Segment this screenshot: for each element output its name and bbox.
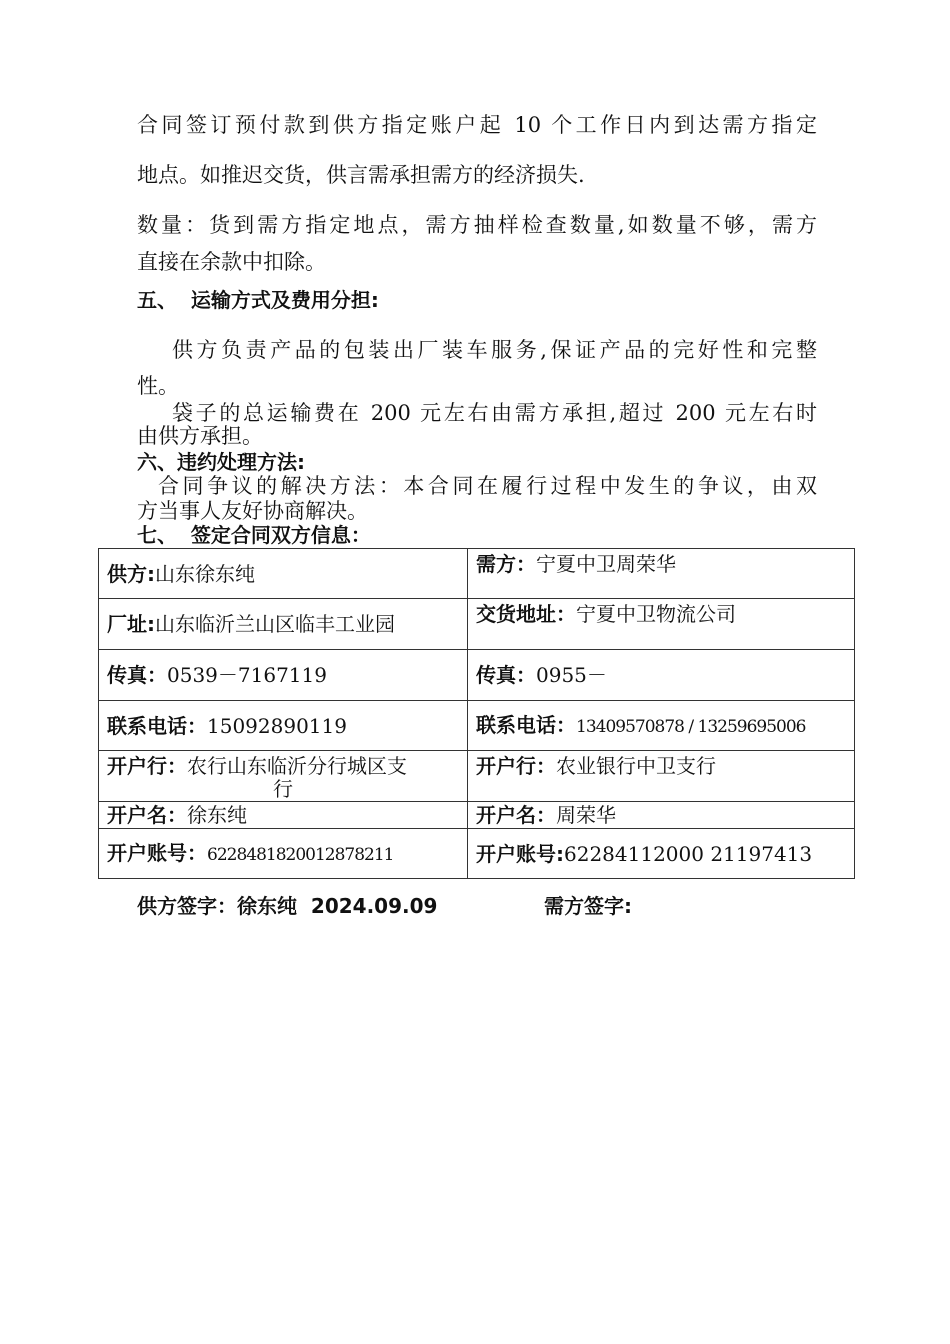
section5-para1-line2: 性。 [137, 374, 179, 398]
value: 周荣华 [556, 803, 616, 827]
buyer-signature: 需方签字: [544, 894, 632, 918]
label: 开户行： [107, 754, 187, 778]
supplier-address-cell [99, 599, 468, 650]
supplier-fax-cell [99, 650, 468, 701]
label: 传真： [107, 663, 167, 687]
value-continued: 行 [273, 777, 293, 801]
value: 15092890119 [207, 713, 347, 738]
delivery-address-cell [468, 599, 855, 650]
buyer-account-name-cell [468, 802, 855, 829]
value: 农业银行中卫支行 [556, 754, 716, 778]
label: 供方: [107, 561, 155, 586]
quantity-text-line1: 数量：货到需方指定地点，需方抽样检查数量,如数量不够，需方 [137, 213, 817, 237]
table-row [99, 549, 855, 599]
value: 山东临沂兰山区临丰工业园 [155, 612, 395, 636]
value: 宁夏中卫周荣华 [536, 552, 676, 576]
delivery-text-line1: 合同签订预付款到供方指定账户起 10 个工作日内到达需方指定 [137, 113, 817, 137]
label: 开户账号： [107, 840, 207, 865]
quantity-text-line2: 直接在余款中扣除。 [137, 250, 326, 274]
supplier-account-name-cell [99, 802, 468, 829]
section5-para1-line1: 供方负责产品的包装出厂装车服务,保证产品的完好性和完整 [172, 338, 817, 362]
table-row [99, 802, 855, 829]
label: 需方： [476, 552, 536, 576]
supplier-phone-cell [99, 701, 468, 751]
value: 0539－7167119 [167, 663, 327, 687]
section6-line1: 合同争议的解决方法：本合同在履行过程中发生的争议，由双 [158, 474, 817, 498]
value: 62284112000 21197413 [564, 841, 813, 866]
buyer-fax-cell [468, 650, 855, 701]
section6-line2: 方当事人友好协商解决。 [137, 499, 368, 523]
section5-para2-line1: 袋子的总运输费在 200 元左右由需方承担,超过 200 元左右时 [172, 401, 817, 425]
table-row [99, 701, 855, 751]
section7-title: 七、 签定合同双方信息： [137, 523, 371, 547]
table-row [99, 829, 855, 879]
label: 厂址: [107, 612, 155, 636]
buyer-account-number-cell [468, 829, 855, 879]
label: 开户名： [107, 803, 187, 827]
label: 传真： [476, 663, 536, 687]
party-info-table [98, 548, 855, 879]
value: 6228481820012878211 [207, 844, 394, 865]
label: 开户行： [476, 754, 556, 778]
value: 徐东纯 [187, 803, 247, 827]
delivery-text-line2: 地点。如推迟交货，供言需承担需方的经济损失. [137, 163, 585, 187]
value: 山东徐东纯 [155, 561, 255, 586]
section6-title: 六、违约处理方法: [137, 450, 305, 474]
supplier-name-cell [99, 549, 468, 599]
value: 13409570878 / 13259695006 [576, 716, 806, 737]
label: 联系电话： [476, 712, 576, 737]
label: 交货地址： [476, 602, 576, 626]
buyer-phone-cell [468, 701, 855, 751]
table-row [99, 751, 855, 802]
supplier-bank-cell [99, 751, 468, 802]
supplier-signature: 供方签字：徐东纯 2024.09.09 [137, 894, 438, 918]
label: 联系电话： [107, 713, 207, 738]
value: 0955－ [536, 663, 607, 687]
label: 开户名： [476, 803, 556, 827]
buyer-bank-cell [468, 751, 855, 802]
value: 宁夏中卫物流公司 [576, 602, 736, 626]
section5-title: 五、 运输方式及费用分担: [137, 288, 379, 312]
supplier-account-number-cell [99, 829, 468, 879]
section5-para2-line2: 由供方承担。 [137, 424, 263, 448]
table-row [99, 599, 855, 650]
table-row [99, 650, 855, 701]
buyer-name-cell [468, 549, 855, 599]
label: 开户账号: [476, 841, 564, 866]
value: 农行山东临沂分行城区支 [187, 754, 407, 778]
